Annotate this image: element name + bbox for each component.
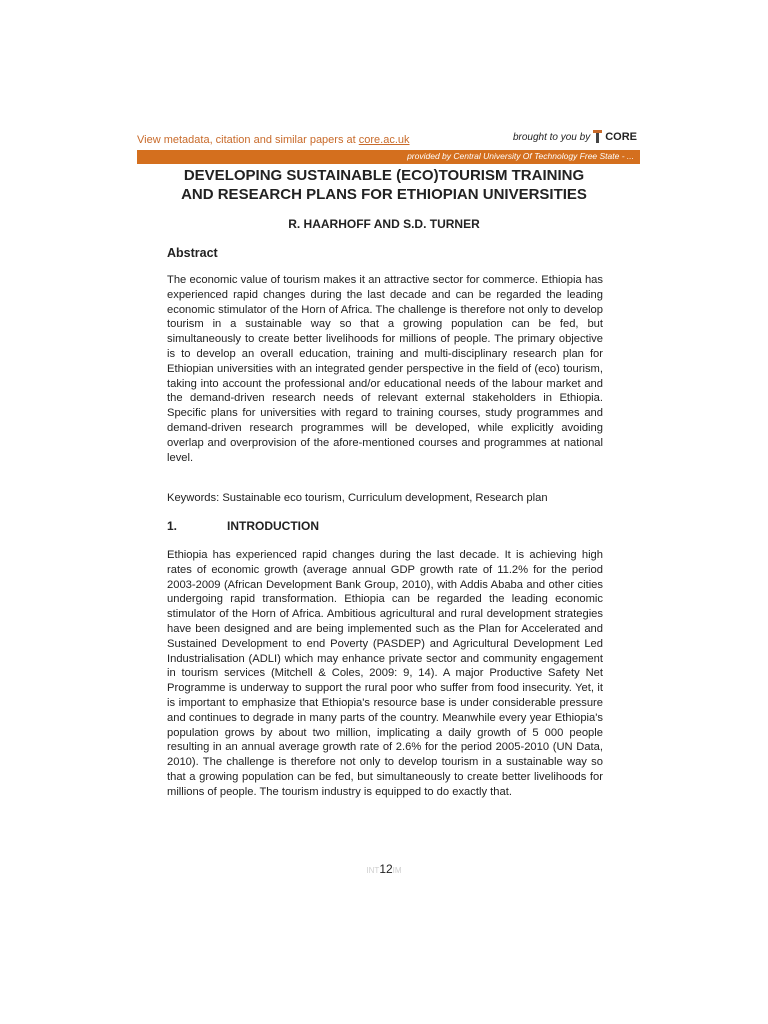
core-brought-by[interactable] — [513, 130, 637, 144]
title-line-1: DEVELOPING SUSTAINABLE (ECO)TOURISM TRAINING — [183, 167, 585, 184]
keywords-line: Keywords: Sustainable eco tourism, Curriculum development, Research plan — [167, 492, 548, 504]
core-logo-text: CORE — [605, 131, 637, 143]
brought-to-you-label: brought to you by — [512, 131, 591, 143]
page-footer — [0, 862, 768, 876]
core-metadata-label: View metadata, citation and similar papers at — [137, 134, 359, 146]
footer-faint-right: IM — [392, 866, 402, 875]
core-metadata-text — [137, 134, 410, 146]
page-number: 12 — [379, 862, 393, 876]
core-header — [137, 126, 637, 150]
title-line-2: AND RESEARCH PLANS FOR ETHIOPIAN UNIVERSITIES — [181, 186, 587, 203]
core-logo-icon — [593, 130, 602, 144]
abstract-heading: Abstract — [167, 246, 218, 260]
section-number: 1. — [167, 519, 178, 533]
core-link[interactable]: core.ac.uk — [358, 134, 410, 146]
paper-title — [150, 166, 618, 204]
footer-faint-left: INT — [366, 866, 380, 875]
section-heading-introduction — [167, 519, 603, 533]
core-provided-text: provided by Central University Of Technology Free State - ... — [407, 151, 634, 161]
core-provided-banner[interactable] — [137, 150, 640, 164]
introduction-text: Ethiopia has experienced rapid changes during the last decade. It is achieving high rates of economic growth (average annual GDP growth rate of 11.2% for the period 2003-2009 (African Development Bank Group, 2010), with Addis Ababa and other cities undergoing rapid transformation. Ethiopia can be regarded the leading economic stimulator of the Horn of Africa. Ambitious agricultural and rural development strategies have been designed and are being implemented such as the Plan for Accelerated and Sustained Development to end Poverty (PASDEP) and Agricultural Development Led Industrialisation (ADLI) which may enhance private sector and community engagement in tourism services (Mitchell & Coles, 2009: 9, 14). A major Productive Safety Net Programme is underway to support the rural poor who suffer from food insecurity. Yet, it is important to emphasize that Ethiopia's resource base is under considerable pressure and continues to degrade in many parts of the country. Meanwhile every year Ethiopia's population grows by about two million, implicating a daily growth of 5 000 people resulting in an annual average growth rate of 2.6% for the period 2005-2010 (UN Data, 2010). The challenge is therefore not only to develop tourism in a sustainable way so that a growing population can be fed, but simultaneously to create better livelihoods for millions of people. The tourism industry is equipped to do exactly that. — [167, 549, 603, 798]
paper-authors: R. HAARHOFF AND S.D. TURNER — [288, 217, 480, 231]
section-title: INTRODUCTION — [227, 519, 319, 533]
abstract-text: The economic value of tourism makes it an attractive sector for commerce. Ethiopia has experienced rapid changes during the last decade and can be regarded the leading economic stimulator of the Horn of Africa. The challenge is therefore not only to develop tourism in a sustainable way so that a growing population can be fed, but simultaneously to create better livelihoods for millions of people. The primary objective is to develop an overall education, training and multi-disciplinary research plan for Ethiopian universities with an integrated gender perspective in the field of (eco) tourism, taking into account the professional and/or educational needs of the labour market and the demand-driven research needs of relevant external stakeholders in Ethiopia. Specific plans for universities with regard to training courses, study programmes and demand-driven research programmes will be developed, while explicitly avoiding overlap and overprovision of the afore-mentioned courses and programmes at national level. — [167, 274, 603, 464]
